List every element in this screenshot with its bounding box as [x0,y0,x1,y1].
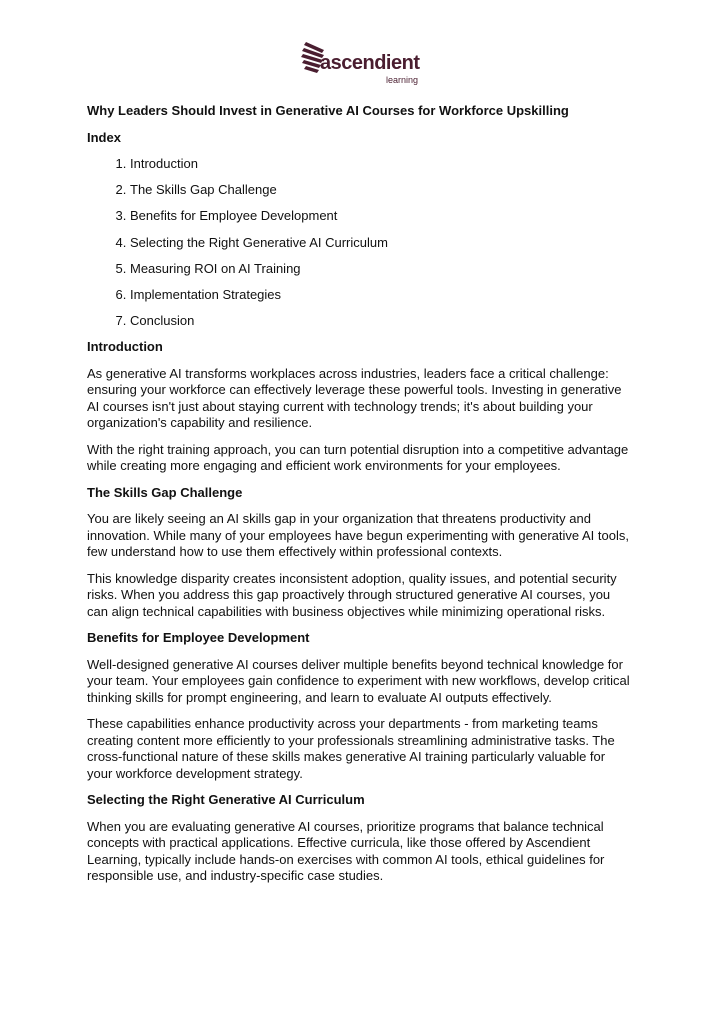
index-item: 1. Introduction [130,156,633,173]
section-paragraph: With the right training approach, you can turn potential disruption into a competitive advantage while creating more engaging and efficient work environments for your employees. [87,441,629,474]
section-paragraph: You are likely seeing an AI skills gap in your organization that threatens productivity and innovation. While many of your employees have begun experimenting with generative AI tools, few understand how to use them effectively within professional contexts. [87,511,629,560]
index-list [87,156,633,330]
section-heading-introduction: Introduction [87,339,163,355]
index-item: 4. Selecting the Right Generative AI Curriculum [130,235,633,252]
company-logo [300,40,422,86]
index-item: 5. Measuring ROI on AI Training [130,261,633,278]
document-body [87,103,633,895]
section-paragraph: When you are evaluating generative AI courses, prioritize programs that balance technical concepts with practical applications. Effective curricula, like those offered by Ascendient Learning, typically include hands-on exercises with common AI tools, ethical guidelines for responsible use, and industry-specific case studies. [87,818,605,884]
section-paragraph: Well-designed generative AI courses deliver multiple benefits beyond technical knowledge for your team. Your employees gain confidence to experiment with new workflows, develop critical thinking skills for prompt engineering, and learn to evaluate AI outputs effectively. [87,656,630,705]
section-paragraph: As generative AI transforms workplaces across industries, leaders face a critical challenge: ensuring your workforce can effectively leverage these powerful tools. Investing in generative AI courses isn't just about staying current with technology trends; it's about building your organization's capability and resilience. [87,365,622,431]
logo-brand-text: ascendient [320,52,420,74]
section-paragraph: This knowledge disparity creates inconsistent adoption, quality issues, and potential security risks. When you address this gap proactively through structured generative AI courses, you can align technical capabilities with business objectives while minimizing operational risks. [87,570,617,619]
section-heading-skills-gap: The Skills Gap Challenge [87,484,243,500]
document-title: Why Leaders Should Invest in Generative AI Courses for Workforce Upskilling [87,103,569,118]
index-heading: Index [87,129,121,145]
index-item: 2. The Skills Gap Challenge [130,182,633,199]
section-paragraph: These capabilities enhance productivity across your departments - from marketing teams creating content more efficiently to your professionals streamlining administrative tasks. The cross-functional nature of these skills makes generative AI training particularly valuable for your workforce development strategy. [87,716,615,781]
logo-sub-text: learning [386,75,419,85]
section-heading-curriculum: Selecting the Right Generative AI Curriculum [87,792,365,808]
index-item: 6. Implementation Strategies [130,287,633,304]
index-item: 7. Conclusion [130,313,633,330]
section-heading-benefits: Benefits for Employee Development [87,630,310,646]
index-item: 3. Benefits for Employee Development [130,208,633,225]
